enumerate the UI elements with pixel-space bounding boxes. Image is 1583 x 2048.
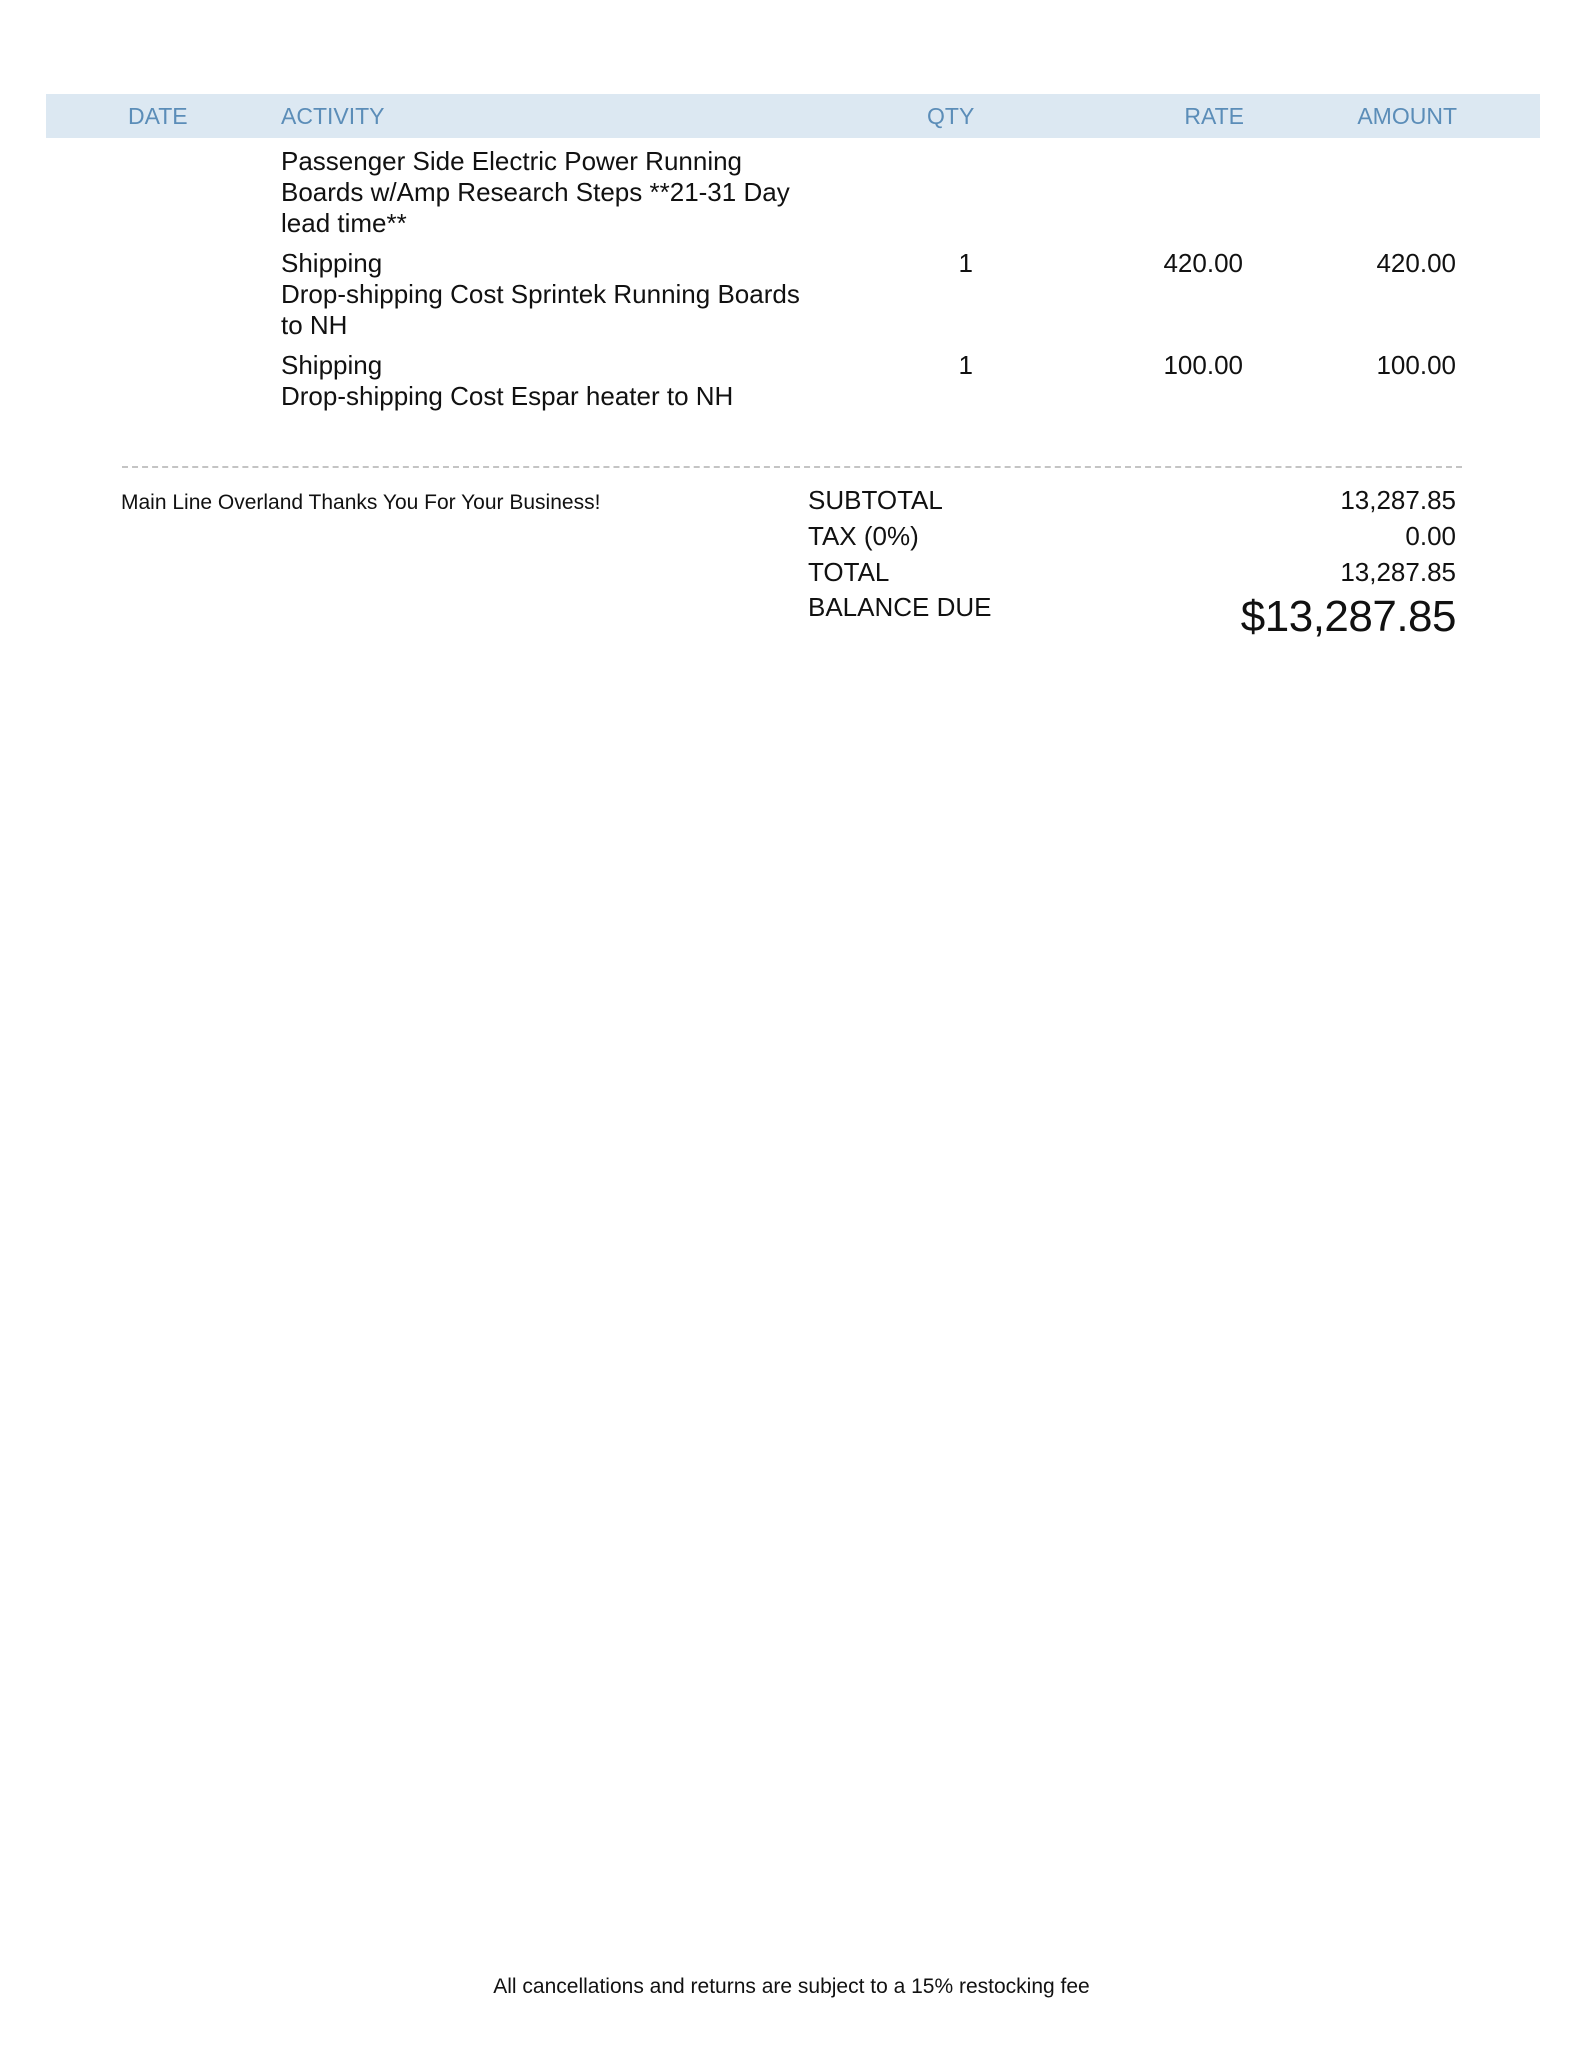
column-header-qty: QTY (927, 103, 975, 129)
column-header-amount: AMOUNT (1357, 103, 1457, 129)
total-label: TOTAL (808, 557, 890, 587)
activity-cell (281, 146, 821, 239)
balance-due-label: BALANCE DUE (808, 592, 992, 622)
activity-name: Shipping (281, 350, 383, 380)
column-header-activity: ACTIVITY (281, 103, 385, 129)
subtotal-label: SUBTOTAL (808, 485, 943, 515)
amount-cell: 420.00 (1376, 248, 1456, 278)
activity-name: Shipping (281, 248, 383, 278)
activity-cell (281, 350, 821, 412)
dashed-divider (122, 466, 1462, 468)
amount-cell: 100.00 (1376, 350, 1456, 380)
balance-due-value: $13,287.85 (1240, 592, 1456, 641)
total-value: 13,287.85 (1340, 557, 1456, 587)
thanks-message: Main Line Overland Thanks You For Your Business! (121, 491, 601, 514)
rate-cell: 420.00 (1163, 248, 1243, 278)
activity-description: Passenger Side Electric Power Running Boards w/Amp Research Steps **21-31 Day lead time** (281, 146, 790, 238)
rate-cell: 100.00 (1163, 350, 1243, 380)
activity-cell (281, 248, 821, 341)
table-header (46, 94, 1540, 138)
activity-description: Drop-shipping Cost Espar heater to NH (281, 381, 734, 411)
column-header-date: DATE (128, 103, 188, 129)
tax-value: 0.00 (1405, 521, 1456, 551)
subtotal-value: 13,287.85 (1340, 485, 1456, 515)
qty-cell: 1 (958, 248, 973, 278)
tax-label: TAX (0%) (808, 521, 919, 551)
qty-cell: 1 (958, 350, 973, 380)
restocking-fee-note: All cancellations and returns are subject to a 15% restocking fee (493, 1975, 1090, 1998)
column-header-rate: RATE (1184, 103, 1244, 129)
activity-description: Drop-shipping Cost Sprintek Running Boards to NH (281, 279, 800, 340)
